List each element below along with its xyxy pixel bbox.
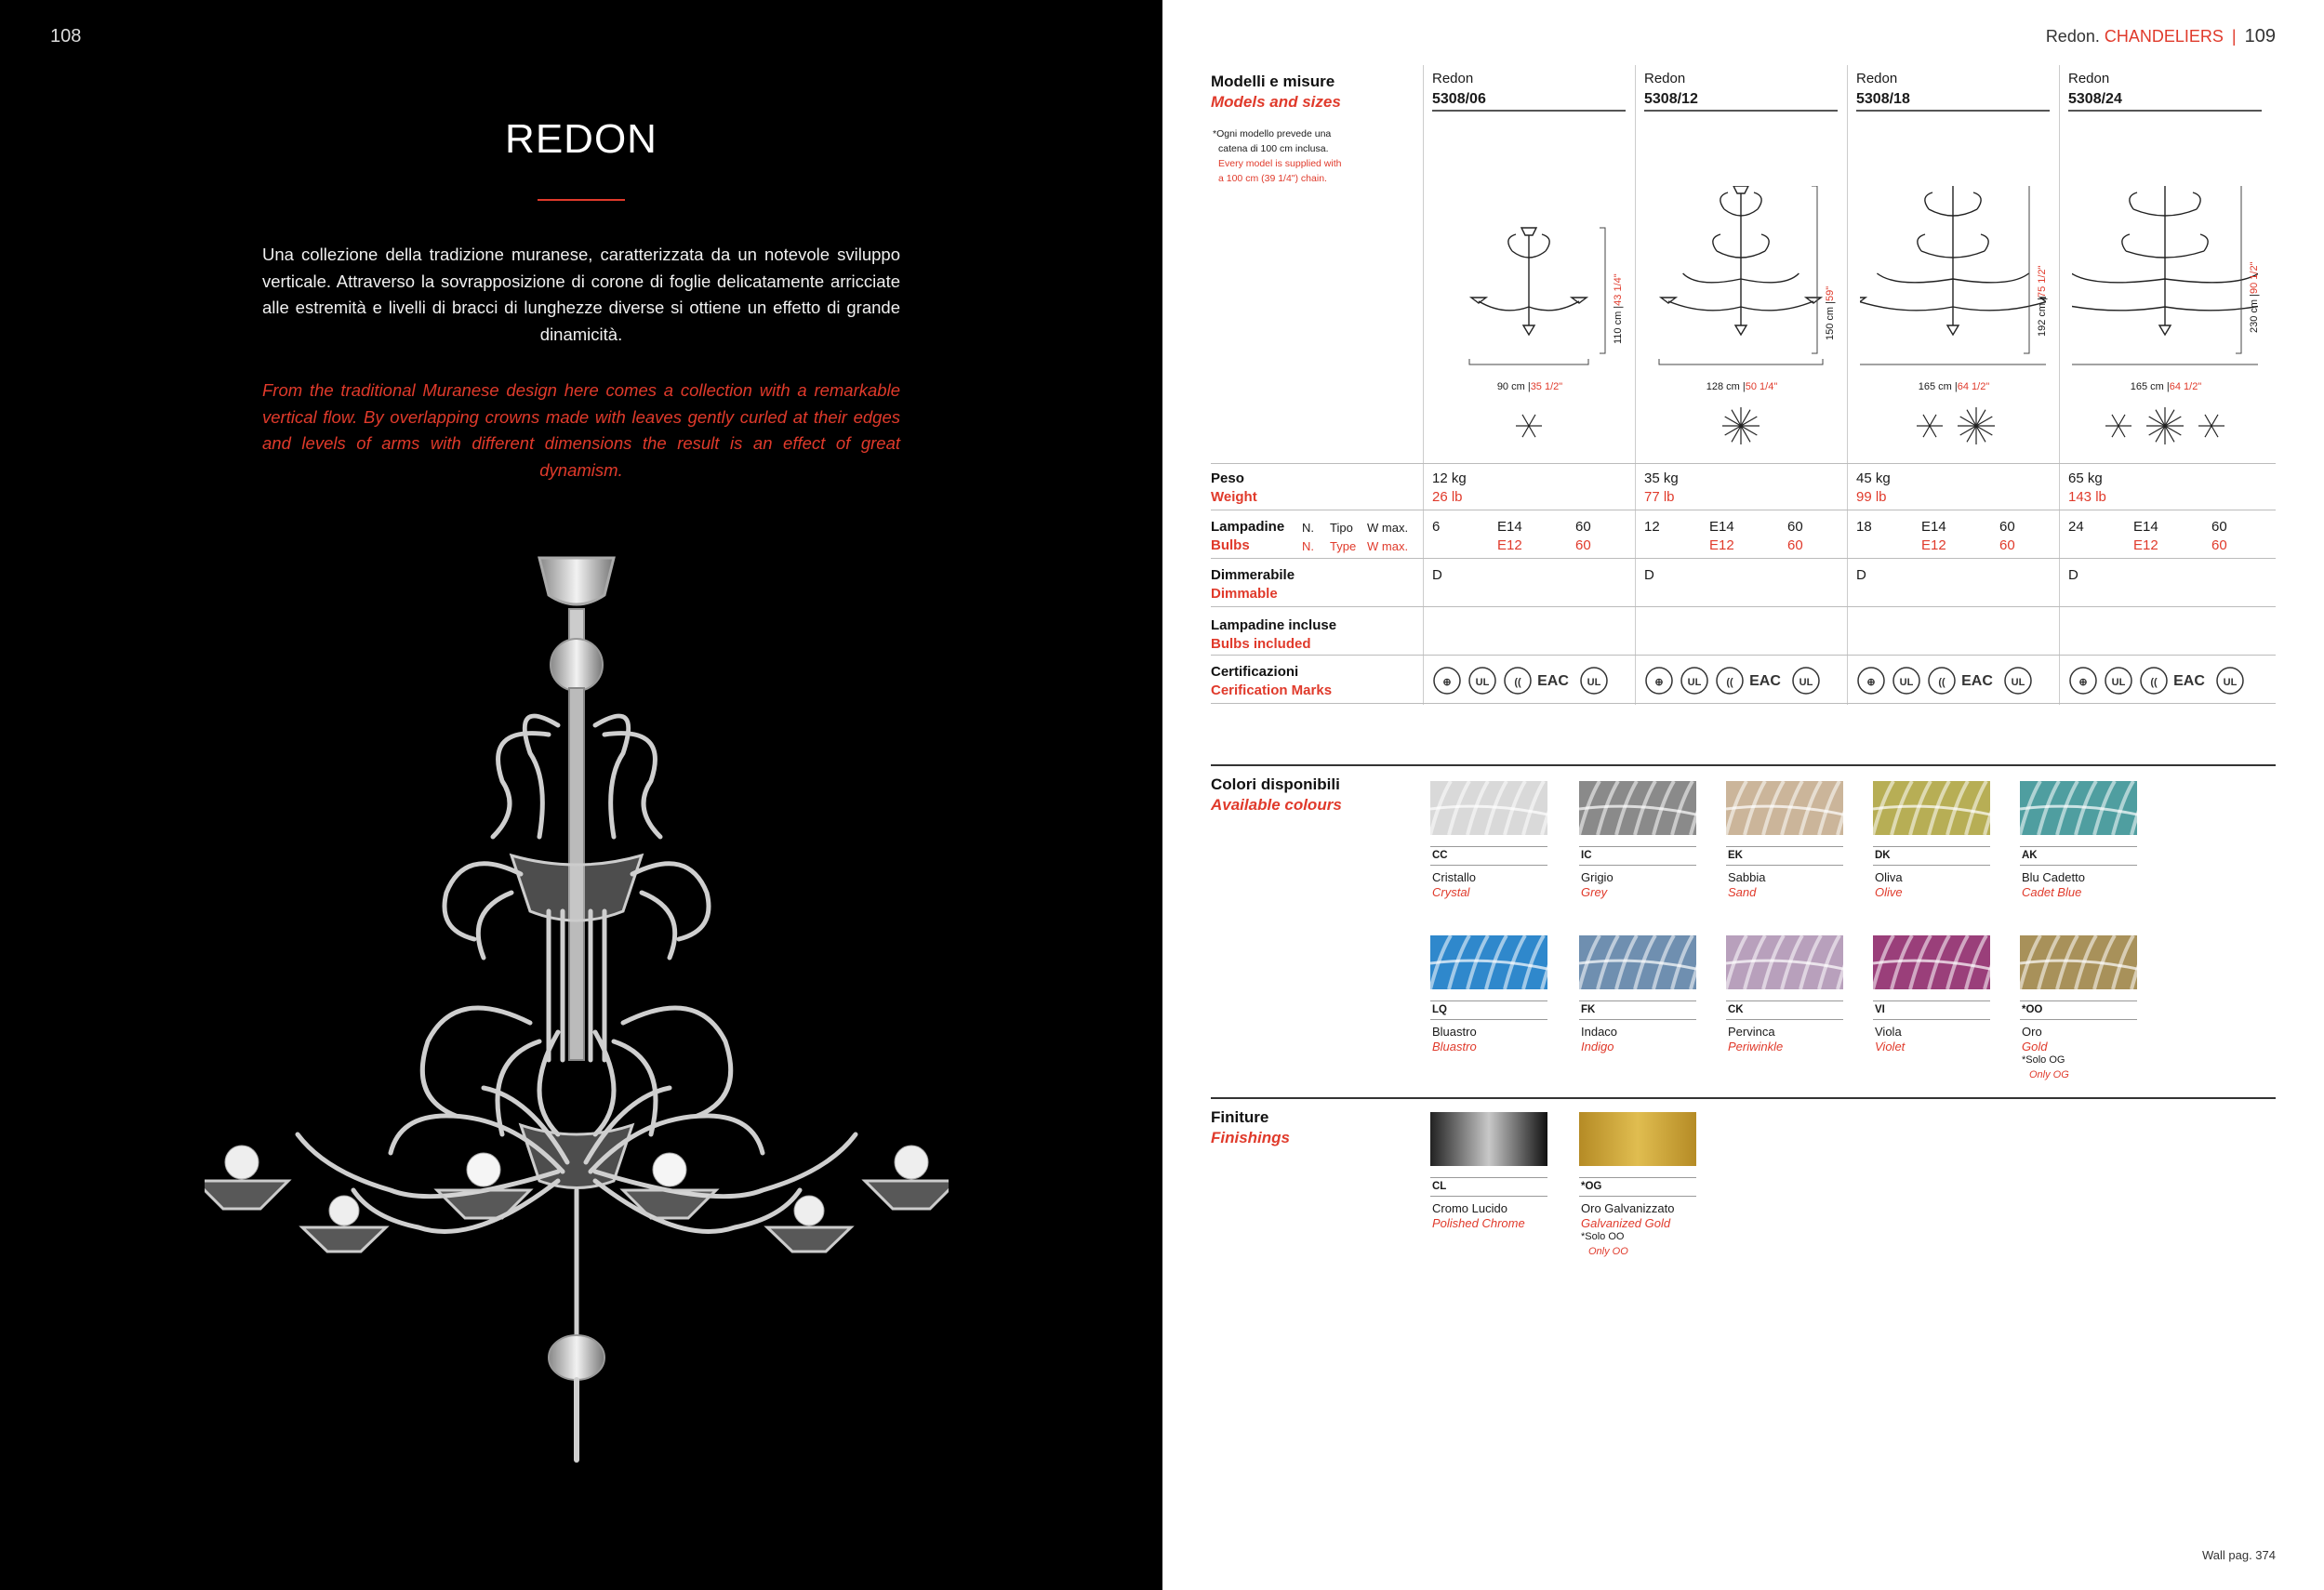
right-page xyxy=(1162,0,2324,1590)
colour-note-it: *Solo OG xyxy=(2022,1054,2065,1066)
model-code-underline xyxy=(2068,110,2262,112)
weight-kg: 12 kg xyxy=(1432,470,1467,486)
bulbs-count: 24 xyxy=(2068,519,2084,535)
included-label-en: Bulbs included xyxy=(1211,636,1311,652)
swatch-rule xyxy=(1873,865,1990,866)
bulbs-count: 18 xyxy=(1856,519,1872,535)
bulbs-type-it: Tipo xyxy=(1330,521,1353,535)
colour-code: EK xyxy=(1728,850,1743,861)
chandelier-line-drawing xyxy=(2072,186,2258,372)
swatch-rule xyxy=(2020,1019,2137,1020)
colour-swatch xyxy=(1430,781,1547,835)
certification-icons xyxy=(2066,662,2262,699)
chandelier-line-drawing xyxy=(1436,186,1622,372)
height-cm: 150 cm | xyxy=(1825,301,1836,340)
model-code: 5308/06 xyxy=(1432,91,1486,107)
height-dimension xyxy=(1613,273,1624,344)
colour-name-it: Grigio xyxy=(1581,870,1614,884)
width-dimension xyxy=(1893,381,2014,392)
svg-text:⊕: ⊕ xyxy=(1654,677,1664,688)
bulbs-wattage-us: 60 xyxy=(2211,537,2227,553)
swatch-rule xyxy=(2020,846,2137,847)
width-inches: 35 1/2" xyxy=(1530,381,1563,392)
running-header: Redon. CHANDELIERS | 109 xyxy=(2045,26,2276,46)
colour-code: VI xyxy=(1875,1004,1885,1015)
arm-layout-diagram xyxy=(1436,404,1622,450)
colour-name-en: Crystal xyxy=(1432,885,1470,899)
header-section: CHANDELIERS xyxy=(2104,27,2224,46)
colour-name-en: Indigo xyxy=(1581,1040,1614,1053)
chandelier-photo xyxy=(205,539,949,1488)
chain-note-en-1: Every model is supplied with xyxy=(1218,158,1342,169)
dimmable-value: D xyxy=(1432,567,1442,583)
svg-text:EAC: EAC xyxy=(1961,673,1993,689)
swatch-rule xyxy=(1726,865,1843,866)
bulbs-count: 6 xyxy=(1432,519,1441,535)
finish-name-en: Galvanized Gold xyxy=(1581,1216,1671,1230)
finish-note-it: *Solo OO xyxy=(1581,1231,1625,1242)
svg-text:UL: UL xyxy=(1899,677,1914,688)
cert-label-it: Certificazioni xyxy=(1211,664,1299,680)
bulbs-w-en: W max. xyxy=(1367,539,1409,553)
title-divider xyxy=(538,199,625,201)
svg-text:UL: UL xyxy=(2223,677,2238,688)
svg-text:⊕: ⊕ xyxy=(2078,677,2088,688)
swatch-rule xyxy=(1430,1196,1547,1197)
chain-note-en-2: a 100 cm (39 1/4") chain. xyxy=(1218,173,1327,184)
colours-label-en: Available colours xyxy=(1211,796,1342,814)
dimmable-label-en: Dimmable xyxy=(1211,586,1278,602)
dimmable-value: D xyxy=(1856,567,1866,583)
colour-name-it: Viola xyxy=(1875,1025,1902,1039)
bulbs-wattage-eu: 60 xyxy=(1999,519,2015,535)
finish-name-en: Polished Chrome xyxy=(1432,1216,1525,1230)
weight-kg: 65 kg xyxy=(2068,470,2103,486)
colour-name-it: Blu Cadetto xyxy=(2022,870,2085,884)
swatch-rule xyxy=(1579,1196,1696,1197)
colour-swatch xyxy=(2020,781,2137,835)
svg-text:UL: UL xyxy=(1587,677,1601,688)
swatch-rule xyxy=(1726,846,1843,847)
swatch-rule xyxy=(1579,1177,1696,1178)
width-cm: 165 cm | xyxy=(1918,381,1958,392)
finish-name-it: Oro Galvanizzato xyxy=(1581,1201,1675,1215)
colour-code: LQ xyxy=(1432,1004,1447,1015)
bulbs-wattage-us: 60 xyxy=(1575,537,1591,553)
colour-swatch xyxy=(1873,781,1990,835)
weight-kg: 35 kg xyxy=(1644,470,1679,486)
dimmable-label-it: Dimmerabile xyxy=(1211,567,1295,583)
bulbs-wattage-eu: 60 xyxy=(2211,519,2227,535)
width-cm: 128 cm | xyxy=(1706,381,1746,392)
colour-swatch xyxy=(2020,935,2137,989)
certification-icons xyxy=(1642,662,1838,699)
colour-swatch xyxy=(1873,935,1990,989)
chandelier-line-drawing xyxy=(1648,186,1834,372)
swatch-rule xyxy=(1873,1000,1990,1001)
width-inches: 64 1/2" xyxy=(1957,381,1990,392)
finish-swatch xyxy=(1430,1112,1547,1166)
description-italian: Una collezione della tradizione muranese, caratterizzata da un notevole sviluppo verticale. Attraverso la sovrapposizione di corone di foglie delicatamente arricciate alle estremità e livelli di bracci di lunghezze diverse si ottiene un effetto di grande dinamicità. xyxy=(262,245,900,344)
models-label-en: Models and sizes xyxy=(1211,93,1341,111)
certification-icons xyxy=(1430,662,1626,699)
swatch-rule xyxy=(2020,1000,2137,1001)
colour-name-en: Grey xyxy=(1581,885,1608,899)
svg-text:UL: UL xyxy=(1687,677,1702,688)
colour-swatch xyxy=(1579,935,1696,989)
weight-lb: 99 lb xyxy=(1856,489,1887,505)
swatch-rule xyxy=(1579,846,1696,847)
arm-layout-diagram xyxy=(2072,404,2258,450)
finish-swatch xyxy=(1579,1112,1696,1166)
arm-layout-diagram xyxy=(1860,404,2046,450)
bulbs-type-en: Type xyxy=(1330,539,1357,553)
arm-layout-diagram xyxy=(1648,404,1834,450)
swatch-rule xyxy=(1873,1019,1990,1020)
width-dimension xyxy=(2105,381,2226,392)
svg-text:⊕: ⊕ xyxy=(1866,677,1876,688)
colour-code: FK xyxy=(1581,1004,1596,1015)
svg-text:EAC: EAC xyxy=(2173,673,2205,689)
finish-code: CL xyxy=(1432,1181,1447,1192)
bulbs-type-eu: E14 xyxy=(1921,519,1946,535)
width-cm: 165 cm | xyxy=(2130,381,2170,392)
weight-kg: 45 kg xyxy=(1856,470,1891,486)
svg-text:UL: UL xyxy=(1475,677,1490,688)
colour-name-it: Bluastro xyxy=(1432,1025,1477,1039)
bulbs-type-eu: E14 xyxy=(2133,519,2158,535)
colour-code: CC xyxy=(1432,850,1448,861)
finishings-label-en: Finishings xyxy=(1211,1129,1290,1146)
colour-code: AK xyxy=(2022,850,2038,861)
swatch-rule xyxy=(1430,1000,1547,1001)
cert-label-en: Cerification Marks xyxy=(1211,682,1333,698)
weight-label-en: Weight xyxy=(1211,489,1257,505)
swatch-rule xyxy=(1430,846,1547,847)
bulbs-wattage-us: 60 xyxy=(1787,537,1803,553)
colour-name-it: Oliva xyxy=(1875,870,1903,884)
bulbs-type-eu: E14 xyxy=(1497,519,1522,535)
page-number-left: 108 xyxy=(50,26,82,46)
chain-note-it-2: catena di 100 cm inclusa. xyxy=(1218,143,1329,154)
svg-text:((: (( xyxy=(1726,677,1733,688)
svg-text:UL: UL xyxy=(2111,677,2126,688)
colours-label-it: Colori disponibili xyxy=(1211,775,1340,793)
colour-code: DK xyxy=(1875,850,1891,861)
bulbs-type-us: E12 xyxy=(1497,537,1522,553)
dimmable-value: D xyxy=(1644,567,1654,583)
model-name: Redon xyxy=(1644,71,1686,86)
height-inches: 59" xyxy=(1825,285,1836,301)
bulbs-n-it: N. xyxy=(1302,521,1314,535)
colour-name-en: Olive xyxy=(1875,885,1903,899)
svg-text:EAC: EAC xyxy=(1749,673,1781,689)
colour-code: IC xyxy=(1581,850,1592,861)
colour-name-en: Cadet Blue xyxy=(2022,885,2082,899)
svg-text:EAC: EAC xyxy=(1537,673,1569,689)
finishings-label-it: Finiture xyxy=(1211,1108,1269,1126)
weight-lb: 143 lb xyxy=(2068,489,2106,505)
colour-swatch xyxy=(1579,781,1696,835)
colour-name-en: Violet xyxy=(1875,1040,1906,1053)
swatch-rule xyxy=(1579,1019,1696,1020)
bulbs-count: 12 xyxy=(1644,519,1660,535)
model-name: Redon xyxy=(2068,71,2110,86)
model-code: 5308/12 xyxy=(1644,91,1698,107)
header-brand: Redon. xyxy=(2045,27,2100,46)
width-inches: 64 1/2" xyxy=(2169,381,2202,392)
svg-text:((: (( xyxy=(2150,677,2158,688)
weight-lb: 77 lb xyxy=(1644,489,1675,505)
swatch-rule xyxy=(1726,1019,1843,1020)
width-cm: 90 cm | xyxy=(1496,381,1531,392)
page-title: REDON xyxy=(505,116,657,162)
finish-name-it: Cromo Lucido xyxy=(1432,1201,1507,1215)
bulbs-wattage-us: 60 xyxy=(1999,537,2015,553)
bulbs-type-us: E12 xyxy=(2133,537,2158,553)
colour-name-it: Pervinca xyxy=(1728,1025,1775,1039)
finish-code: *OG xyxy=(1581,1181,1602,1192)
height-dimension xyxy=(2037,266,2048,338)
models-label-it: Modelli e misure xyxy=(1211,73,1335,90)
colour-name-en: Periwinkle xyxy=(1728,1040,1784,1053)
colour-name-en: Bluastro xyxy=(1432,1040,1477,1053)
height-cm: 110 cm | xyxy=(1613,305,1624,344)
colour-name-en: Sand xyxy=(1728,885,1757,899)
bulb xyxy=(205,1146,288,1209)
swatch-rule xyxy=(2020,865,2137,866)
colour-code: *OO xyxy=(2022,1004,2043,1015)
height-dimension xyxy=(2249,262,2260,334)
bulbs-wattage-eu: 60 xyxy=(1787,519,1803,535)
height-inches: 75 1/2" xyxy=(2037,265,2048,298)
swatch-rule xyxy=(1873,846,1990,847)
colour-name-it: Indaco xyxy=(1581,1025,1618,1039)
model-code: 5308/24 xyxy=(2068,91,2122,107)
swatch-rule xyxy=(1430,1019,1547,1020)
colour-swatch xyxy=(1726,781,1843,835)
colour-code: CK xyxy=(1728,1004,1744,1015)
bulbs-n-en: N. xyxy=(1302,539,1314,553)
colour-swatch xyxy=(1430,935,1547,989)
model-code: 5308/18 xyxy=(1856,91,1910,107)
bulbs-wattage-eu: 60 xyxy=(1575,519,1591,535)
model-code-underline xyxy=(1432,110,1626,112)
swatch-rule xyxy=(1726,1000,1843,1001)
colour-name-it: Cristallo xyxy=(1432,870,1476,884)
svg-text:⊕: ⊕ xyxy=(1442,677,1452,688)
finish-note-en: Only OO xyxy=(1588,1246,1628,1257)
description-english: From the traditional Muranese design here comes a collection with a remarkable vertical flow. By overlapping crowns made with leaves gently curled at their edges and levels of arms with different dimensions the result is an effect of great dynamism. xyxy=(262,380,900,480)
width-dimension xyxy=(1681,381,1802,392)
svg-text:UL: UL xyxy=(1799,677,1813,688)
swatch-rule xyxy=(1579,1000,1696,1001)
svg-text:((: (( xyxy=(1514,677,1521,688)
weight-label-it: Peso xyxy=(1211,470,1244,486)
width-dimension xyxy=(1469,381,1590,392)
bulbs-label-it: Lampadine xyxy=(1211,519,1285,535)
swatch-rule xyxy=(1430,865,1547,866)
width-inches: 50 1/4" xyxy=(1745,381,1778,392)
colour-note-en: Only OG xyxy=(2029,1069,2069,1080)
colour-swatch xyxy=(1726,935,1843,989)
model-code-underline xyxy=(1856,110,2050,112)
bulbs-w-it: W max. xyxy=(1367,521,1409,535)
colour-name-it: Sabbia xyxy=(1728,870,1766,884)
page-number-right: 109 xyxy=(2244,26,2276,46)
bulbs-type-us: E12 xyxy=(1921,537,1946,553)
bulbs-label-en: Bulbs xyxy=(1211,537,1250,553)
height-cm: 230 cm | xyxy=(2249,294,2260,333)
chandelier-line-drawing xyxy=(1860,186,2046,372)
swatch-rule xyxy=(1579,865,1696,866)
height-dimension xyxy=(1825,286,1836,340)
bulbs-type-eu: E14 xyxy=(1709,519,1734,535)
model-name: Redon xyxy=(1856,71,1898,86)
svg-text:((: (( xyxy=(1938,677,1946,688)
dimmable-value: D xyxy=(2068,567,2078,583)
model-name: Redon xyxy=(1432,71,1474,86)
height-inches: 90 1/2" xyxy=(2249,261,2260,294)
chain-note-it-1: *Ogni modello prevede una xyxy=(1213,128,1332,139)
weight-lb: 26 lb xyxy=(1432,489,1463,505)
height-cm: 192 cm | xyxy=(2037,298,2048,337)
swatch-rule xyxy=(1430,1177,1547,1178)
certification-icons xyxy=(1854,662,2050,699)
svg-text:UL: UL xyxy=(2011,677,2025,688)
included-label-it: Lampadine incluse xyxy=(1211,617,1337,633)
colour-name-en: Gold xyxy=(2022,1040,2048,1053)
colour-name-it: Oro xyxy=(2022,1025,2042,1039)
footer-reference: Wall pag. 374 xyxy=(2201,1548,2276,1562)
bulbs-type-us: E12 xyxy=(1709,537,1734,553)
height-inches: 43 1/4" xyxy=(1613,273,1624,306)
model-code-underline xyxy=(1644,110,1838,112)
